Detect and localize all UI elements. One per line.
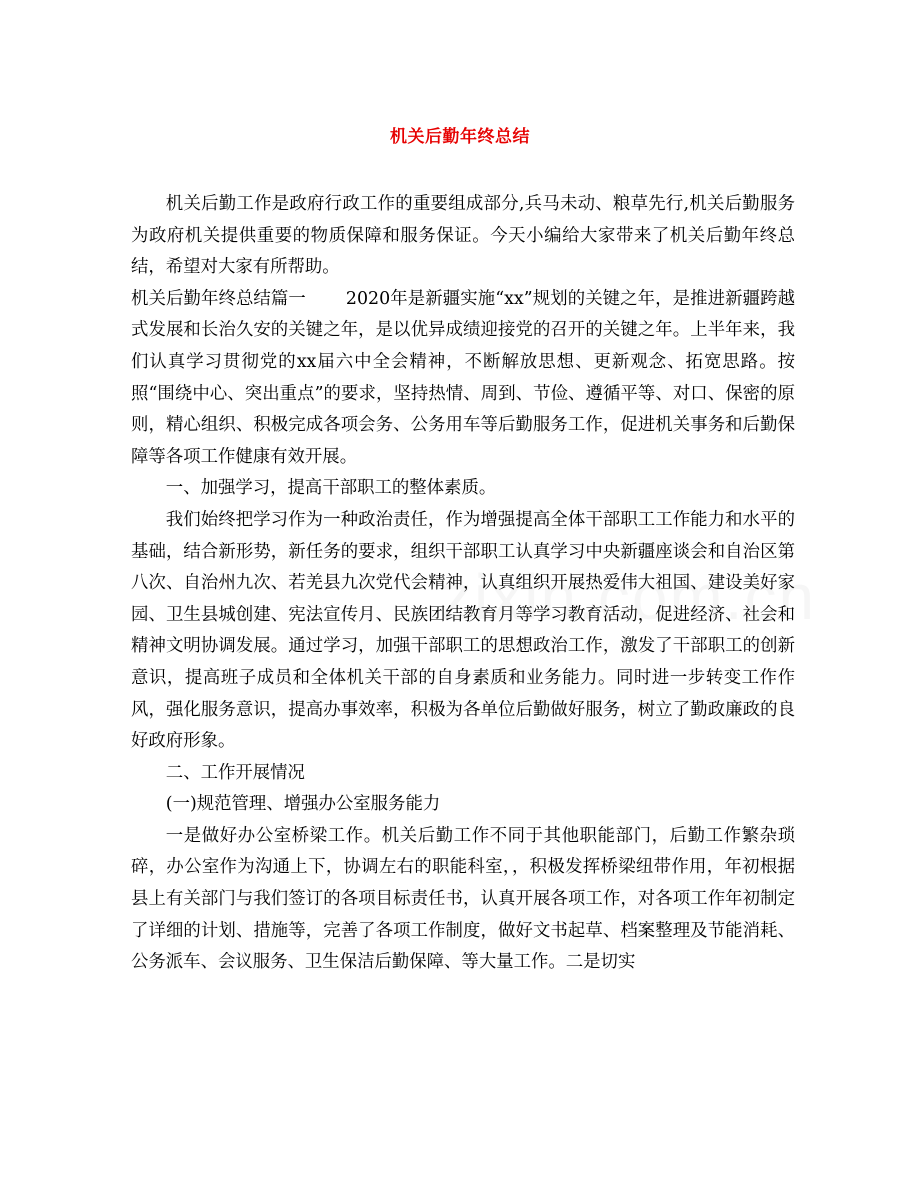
section-one-paragraph bbox=[131, 284, 795, 474]
document-body bbox=[131, 189, 795, 979]
heading-work: 二、工作开展情况 bbox=[165, 762, 305, 783]
management-paragraph: 一是做好办公室桥梁工作。机关后勤工作不同于其他职能部门，后勤工作繁杂琐碎，办公室作为沟通上下，协调左右的职能科室，，积极发挥桥梁纽带作用，年初根据县上有关部门与我们签订的各项目标责任书，认真开展各项工作，对各项工作年初制定了详细的计划、措施等，完善了各项工作制度，做好文书起草、档案整理及节能消耗、公务派车、会议服务、卫生保洁后勤保障、等大量工作。二是切实 bbox=[131, 825, 795, 973]
intro-paragraph: 机关后勤工作是政府行政工作的重要组成部分,兵马未动、粮草先行,机关后勤服务为政府机关提供重要的物质保障和服务保证。今天小编给大家带来了机关后勤年终总结，希望对大家有所帮助。 bbox=[131, 194, 795, 278]
document-title: 机关后勤年终总结 bbox=[390, 127, 530, 147]
section-lead: 机关后勤年终总结篇一 bbox=[131, 288, 306, 309]
study-paragraph: 我们始终把学习作为一种政治责任，作为增强提高全体干部职工工作能力和水平的基础，结合新形势，新任务的要求，组织干部职工认真学习中央新疆座谈会和自治区第八次、自治州九次、若羌县九次党代会精神，认真组织开展热爱伟大祖国、建设美好家园、卫生县城创建、宪法宣传月、民族团结教育月等学习教育活动，促进经济、社会和精神文明协调发展。通过学习，加强干部职工的思想政治工作，激发了干部职工的创新意识，提高班子成员和全体机关干部的自身素质和业务能力。同时进一步转变工作作风，强化服务意识，提高办事效率，积极为各单位后勤做好服务，树立了勤政廉政的良好政府形象。 bbox=[131, 509, 795, 752]
subheading-management: (一)规范管理、增强办公室服务能力 bbox=[165, 794, 441, 815]
heading-study: 一、加强学习，提高干部职工的整体素质。 bbox=[165, 478, 497, 499]
section-one-text: 2020年是新疆实施“xx”规划的关键之年，是推进新疆跨越式发展和长治久安的关键之年，是以优异成绩迎接党的召开的关键之年。上半年来，我们认真学习贯彻党的xx届六中全会精神，不断解放思想、更新观念、拓宽思路。按照“围绕中心、突出重点”的要求，坚持热情、周到、节俭、遵循平等、对口、保密的原则，精心组织、积极完成各项会务、公务用车等后勤服务工作，促进机关事务和后勤保障等各项工作健康有效开展。 bbox=[131, 288, 795, 467]
